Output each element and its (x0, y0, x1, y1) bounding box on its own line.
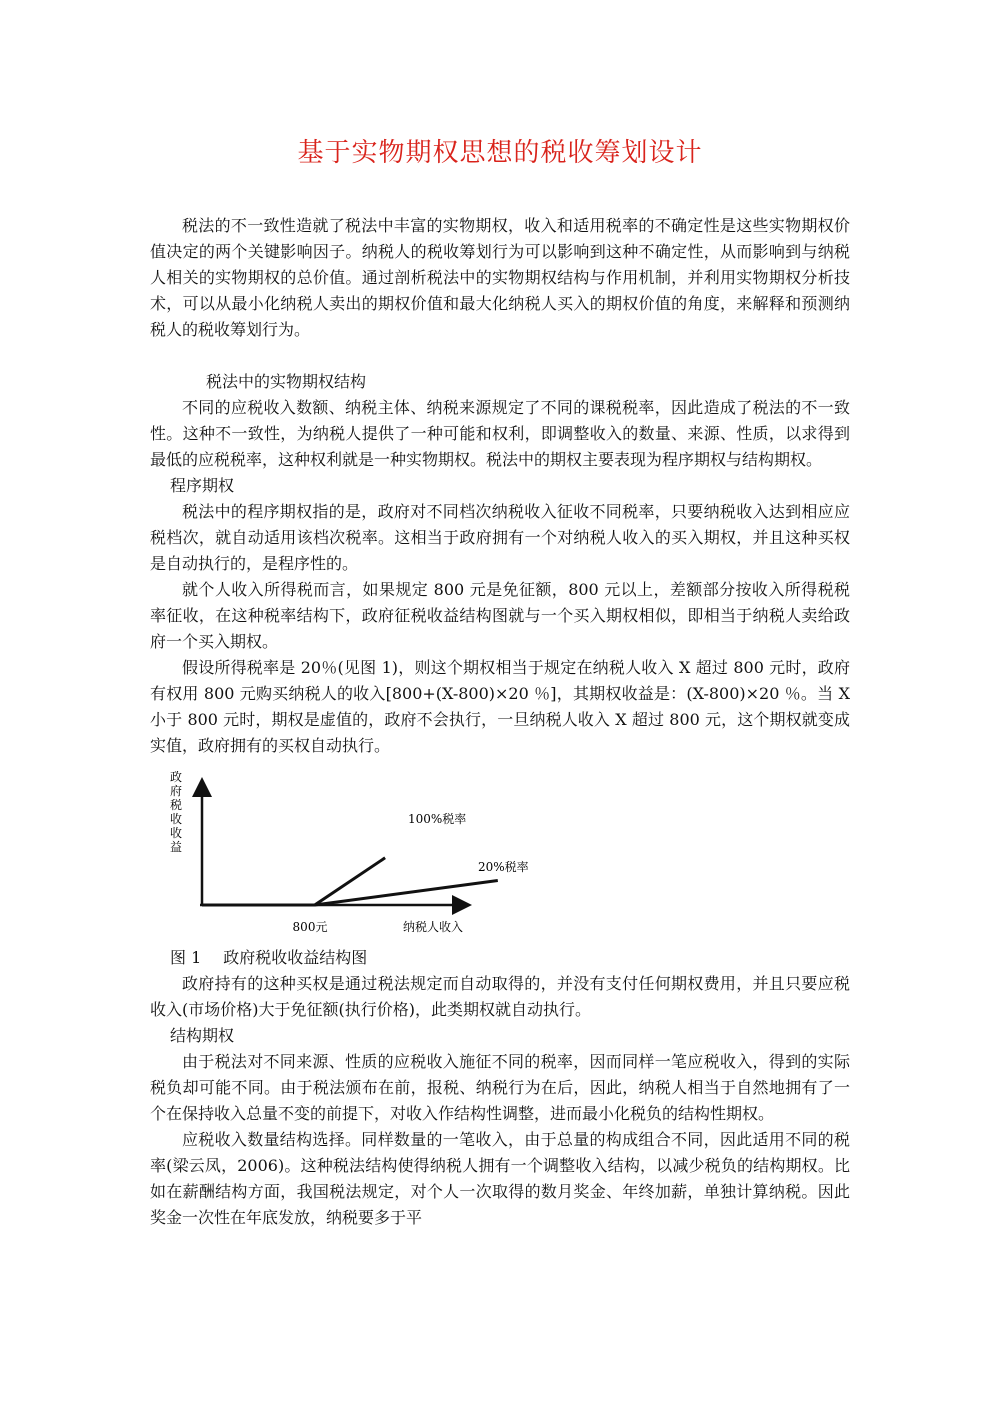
section-heading-real-option-structure: 税法中的实物期权结构 (206, 372, 367, 391)
series-line-1 (202, 881, 498, 906)
section3-paragraph-1: 由于税法对不同来源、性质的应税收入施征不同的税率，因而同样一笔应税收入，得到的实际税负却可能不同。由于税法颁布在前，报税、纳税行为在后，因此，纳税人相当于自然地拥有了一个在保持收入总量不变的前提下，对收入作结构性调整，进而最小化税负的结构性期权。 (150, 1052, 850, 1123)
figure-caption-text: 政府税收收益结构图 (223, 948, 368, 967)
section-heading-structural-option: 结构期权 (170, 1026, 235, 1045)
section2-paragraph-1: 税法中的程序期权指的是，政府对不同档次纳税收入征收不同税率，只要纳税收入达到相应应税档次，就自动适用该档次税率。这相当于政府拥有一个对纳税人收入的买入期权，并且这种买权是自动执行的，是程序性的。 (150, 502, 850, 573)
tax-revenue-chart (150, 771, 850, 941)
section2b-paragraph: 政府持有的这种买权是通过税法规定而自动取得的，并没有支付任何期权费用，并且只要应税收入(市场价格)大于免征额(执行价格)，此类期权就自动执行。 (150, 974, 850, 1019)
section2-paragraph-3: 假设所得税率是 20％(见图 1)，则这个期权相当于规定在纳税人收入 X 超过 800 元时，政府有权用 800 元购买纳税人的收入[800+(X-800)×20 ％]，其期权收益是：(X-800)×20 ％。当 X 小于 800 元时，期权是虚值的，政府不会执行，一旦纳税人收入 X 超过 800 元，这个期权就变成实值，政府拥有的买权自动执行。 (150, 658, 850, 755)
abstract-paragraph: 税法的不一致性造就了税法中丰富的实物期权，收入和适用税率的不确定性是这些实物期权价值决定的两个关键影响因子。纳税人的税收筹划行为可以影响到这种不确定性，从而影响到与纳税人相关的实物期权的总价值。通过剖析税法中的实物期权结构与作用机制，并利用实物期权分析技术，可以从最小化纳税人卖出的期权价值和最大化纳税人买入的期权价值的角度，来解释和预测纳税人的税收筹划行为。 (150, 216, 850, 339)
document-page (150, 120, 850, 1231)
section3-paragraph-2: 应税收入数量结构选择。同样数量的一笔收入，由于总量的构成组合不同，因此适用不同的税率(梁云凤，2006)。这种税法结构使得纳税人拥有一个调整收入结构，以减少税负的结构期权。比如在薪酬结构方面，我国税法规定，对个人一次取得的数月奖金、年终加薪，单独计算纳税。因此奖金一次性在年底发放，纳税要多于平 (150, 1130, 850, 1227)
x-axis-label: 纳税人收入 (402, 920, 464, 934)
figure-caption (150, 945, 850, 971)
figure-caption-label: 图 1 (170, 948, 202, 967)
figure-1 (150, 771, 850, 941)
x-tick-label: 800元 (292, 920, 328, 934)
document-title: 基于实物期权思想的税收筹划设计 (297, 138, 703, 168)
series-label-20: 20%税率 (478, 860, 529, 874)
section1-paragraph: 不同的应税收入数额、纳税主体、纳税来源规定了不同的课税税率，因此造成了税法的不一致性。这种不一致性，为纳税人提供了一种可能和权利，即调整收入的数量、来源、性质，以求得到最低的应税税率，这种权利就是一种实物期权。税法中的期权主要表现为程序期权与结构期权。 (150, 398, 850, 469)
y-axis-label: 政府税收收益 (169, 771, 183, 854)
section2-paragraph-2: 就个人收入所得税而言，如果规定 800 元是免征额，800 元以上，差额部分按收入所得税税率征收，在这种税率结构下，政府征税收益结构图就与一个买入期权相似，即相当于纳税人卖给政府一个买入期权。 (150, 580, 850, 651)
series-label-100: 100%税率 (408, 812, 467, 826)
section-heading-procedural-option: 程序期权 (170, 476, 235, 495)
